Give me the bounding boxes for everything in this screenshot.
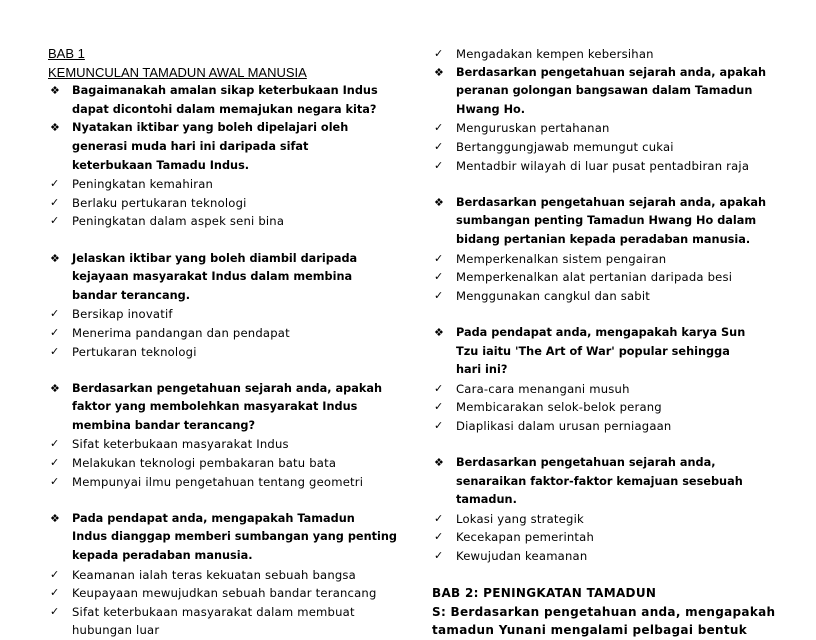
- line-text: hubungan luar: [72, 623, 160, 638]
- question-line: [48, 82, 398, 101]
- section-line: [432, 621, 802, 640]
- answer-item: [432, 380, 802, 399]
- question-line: [432, 343, 802, 362]
- blank-line: [48, 361, 398, 380]
- line-text: Kecekapan pemerintah: [456, 530, 595, 545]
- line-text: hari ini?: [456, 363, 508, 377]
- blank-line: [48, 491, 398, 510]
- answer-item: [432, 157, 802, 176]
- line-text: Memperkenalkan alat pertanian daripada besi: [456, 270, 733, 285]
- line-text: Bagaimanakah amalan sikap keterbukaan Indus: [72, 84, 378, 98]
- diamond-bullet-icon: ❖: [50, 511, 60, 525]
- question-line: [432, 491, 802, 510]
- question-line: [432, 473, 802, 492]
- line-text: Berdasarkan pengetahuan sejarah anda, apakah: [456, 195, 766, 209]
- blank-line: [432, 305, 802, 324]
- answer-item: [48, 473, 398, 492]
- question-line: [432, 64, 802, 83]
- line-text: Membicarakan selok-belok perang: [456, 400, 662, 415]
- line-text: generasi muda hari ini daripada sifat: [72, 139, 309, 153]
- checkmark-icon: ✓: [434, 418, 444, 432]
- checkmark-icon: ✓: [434, 288, 444, 302]
- line-text: Pada pendapat anda, mengapakah karya Sun: [456, 325, 746, 339]
- answer-item: [48, 454, 398, 473]
- line-text: tamadun Yunani mengalami pelbagai bentuk: [432, 623, 748, 638]
- line-text: sumbangan penting Tamadun Hwang Ho dalam: [456, 214, 757, 228]
- answer-item: [48, 305, 398, 324]
- checkmark-icon: ✓: [434, 251, 444, 265]
- checkmark-icon: ✓: [434, 158, 444, 172]
- line-text: BAB 2: PENINGKATAN TAMADUN: [432, 586, 657, 601]
- checkmark-icon: ✓: [434, 270, 444, 284]
- line-text: Berdasarkan pengetahuan sejarah anda, apakah: [456, 65, 766, 79]
- question-line: [48, 510, 398, 529]
- line-text: Lokasi yang strategik: [456, 511, 584, 526]
- diamond-bullet-icon: ❖: [50, 84, 60, 98]
- line-text: Bersikap inovatif: [72, 307, 173, 322]
- blank-line: [432, 435, 802, 454]
- line-text: Sifat keterbukaan masyarakat dalam membuat: [72, 604, 355, 619]
- diamond-bullet-icon: ❖: [434, 195, 444, 209]
- line-text: peranan golongan bangsawan dalam Tamadun: [456, 84, 753, 98]
- question-line: [48, 157, 398, 176]
- line-text: dapat dicontohi dalam memajukan negara kita?: [72, 102, 377, 116]
- question-line: [432, 194, 802, 213]
- checkmark-icon: ✓: [434, 400, 444, 414]
- line-text: Peningkatan dalam aspek seni bina: [72, 214, 285, 229]
- line-text: Pertukaran teknologi: [72, 344, 197, 359]
- line-text: Keamanan ialah teras kekuatan sebuah bangsa: [72, 567, 356, 582]
- line-text: tamadun.: [456, 493, 517, 507]
- checkmark-icon: ✓: [50, 586, 60, 600]
- blank-line: [432, 175, 802, 194]
- line-text: Mengadakan kempen kebersihan: [456, 47, 654, 61]
- question-line: [48, 287, 398, 306]
- line-text: KEMUNCULAN TAMADUN AWAL MANUSIA: [48, 64, 307, 80]
- answer-item: [48, 194, 398, 213]
- right-column: [432, 45, 802, 640]
- line-text: membina bandar terancang?: [72, 418, 256, 432]
- line-text: Berdasarkan pengetahuan sejarah anda, apakah: [72, 381, 382, 395]
- line-text: Nyatakan iktibar yang boleh dipelajari oleh: [72, 121, 349, 135]
- line-text: Sifat keterbukaan masyarakat Indus: [72, 437, 289, 452]
- answer-item: [432, 268, 802, 287]
- answer-item: [432, 510, 802, 529]
- question-line: [48, 119, 398, 138]
- line-text: Tzu iaitu 'The Art of War' popular sehingga: [456, 344, 730, 358]
- checkmark-icon: ✓: [434, 121, 444, 135]
- line-text: faktor yang membolehkan masyarakat Indus: [72, 400, 358, 414]
- line-text: bandar terancang.: [72, 288, 191, 302]
- question-line: [48, 138, 398, 157]
- blank-line: [48, 231, 398, 250]
- answer-item: [48, 212, 398, 231]
- question-line: [432, 454, 802, 473]
- answer-item: [48, 435, 398, 454]
- line-text: S: Berdasarkan pengetahuan anda, mengapakah: [432, 604, 776, 619]
- checkmark-icon: ✓: [50, 344, 60, 358]
- line-text: Memperkenalkan sistem pengairan: [456, 251, 667, 266]
- line-text: bidang pertanian kepada peradaban manusia.: [456, 232, 751, 246]
- question-line: [48, 528, 398, 547]
- answer-item: [432, 547, 802, 566]
- question-line: [432, 231, 802, 250]
- question-line: [432, 82, 802, 101]
- checkmark-icon: ✓: [50, 567, 60, 581]
- answer-item: [432, 119, 802, 138]
- line-text: kepada peradaban manusia.: [72, 549, 253, 563]
- line-text: Bertanggungjawab memungut cukai: [456, 139, 674, 154]
- question-line: [48, 417, 398, 436]
- question-line: [48, 380, 398, 399]
- left-column: [48, 45, 398, 640]
- answer-item: [48, 584, 398, 603]
- chapter-heading: [48, 64, 398, 83]
- answer-item: [432, 417, 802, 436]
- line-text: Hwang Ho.: [456, 102, 526, 116]
- answer-item: [432, 45, 802, 64]
- line-text: kejayaan masyarakat Indus dalam membina: [72, 270, 353, 284]
- answer-item: [432, 287, 802, 306]
- question-line: [48, 250, 398, 269]
- line-text: Pada pendapat anda, mengapakah Tamadun: [72, 511, 355, 525]
- line-text: Jelaskan iktibar yang boleh diambil daripada: [72, 251, 358, 265]
- line-text: Menguruskan pertahanan: [456, 121, 610, 136]
- diamond-bullet-icon: ❖: [50, 381, 60, 395]
- checkmark-icon: ✓: [50, 177, 60, 191]
- section-line: [432, 584, 802, 603]
- checkmark-icon: ✓: [50, 307, 60, 321]
- blank-line: [432, 566, 802, 585]
- question-line: [48, 268, 398, 287]
- line-text: Indus dianggap memberi sumbangan yang penting: [72, 530, 398, 544]
- line-text: Mempunyai ilmu pengetahuan tentang geometri: [72, 474, 364, 489]
- question-line: [432, 361, 802, 380]
- checkmark-icon: ✓: [50, 437, 60, 451]
- line-text: Menerima pandangan dan pendapat: [72, 325, 290, 340]
- checkmark-icon: ✓: [434, 530, 444, 544]
- diamond-bullet-icon: ❖: [50, 121, 60, 135]
- line-text: BAB 1: [48, 46, 85, 61]
- question-line: [432, 324, 802, 343]
- line-text: keterbukaan Tamadu Indus.: [72, 158, 250, 172]
- line-text: Berlaku pertukaran teknologi: [72, 195, 247, 210]
- answer-item: [432, 398, 802, 417]
- checkmark-icon: ✓: [434, 549, 444, 563]
- diamond-bullet-icon: ❖: [434, 65, 444, 79]
- diamond-bullet-icon: ❖: [434, 325, 444, 339]
- section-line: [432, 603, 802, 622]
- answer-item: [48, 343, 398, 362]
- checkmark-icon: ✓: [434, 47, 444, 60]
- checkmark-icon: ✓: [50, 604, 60, 618]
- checkmark-icon: ✓: [50, 474, 60, 488]
- answer-item: [48, 175, 398, 194]
- answer-item: [48, 603, 398, 622]
- line-text: Cara-cara menangani musuh: [456, 381, 630, 396]
- question-line: [48, 547, 398, 566]
- checkmark-icon: ✓: [50, 456, 60, 470]
- line-text: Kewujudan keamanan: [456, 549, 588, 564]
- line-text: Mentadbir wilayah di luar pusat pentadbiran raja: [456, 158, 750, 173]
- diamond-bullet-icon: ❖: [50, 251, 60, 265]
- question-line: [48, 101, 398, 120]
- checkmark-icon: ✓: [50, 325, 60, 339]
- checkmark-icon: ✓: [434, 139, 444, 153]
- checkmark-icon: ✓: [434, 381, 444, 395]
- checkmark-icon: ✓: [434, 511, 444, 525]
- answer-item: [432, 250, 802, 269]
- line-text: Melakukan teknologi pembakaran batu bata: [72, 456, 337, 471]
- line-text: senaraikan faktor-faktor kemajuan sesebuah: [456, 474, 743, 488]
- answer-item: [48, 621, 398, 640]
- line-text: Keupayaan mewujudkan sebuah bandar terancang: [72, 586, 377, 601]
- answer-item: [432, 528, 802, 547]
- question-line: [432, 101, 802, 120]
- diamond-bullet-icon: ❖: [434, 456, 444, 470]
- line-text: Berdasarkan pengetahuan sejarah anda,: [456, 456, 716, 470]
- line-text: Menggunakan cangkul dan sabit: [456, 288, 651, 303]
- question-line: [48, 398, 398, 417]
- answer-item: [48, 566, 398, 585]
- answer-item: [48, 324, 398, 343]
- checkmark-icon: ✓: [50, 195, 60, 209]
- line-text: Peningkatan kemahiran: [72, 177, 214, 192]
- line-text: Diaplikasi dalam urusan perniagaan: [456, 418, 672, 433]
- answer-item: [432, 138, 802, 157]
- checkmark-icon: ✓: [50, 214, 60, 228]
- chapter-heading: [48, 45, 398, 64]
- question-line: [432, 212, 802, 231]
